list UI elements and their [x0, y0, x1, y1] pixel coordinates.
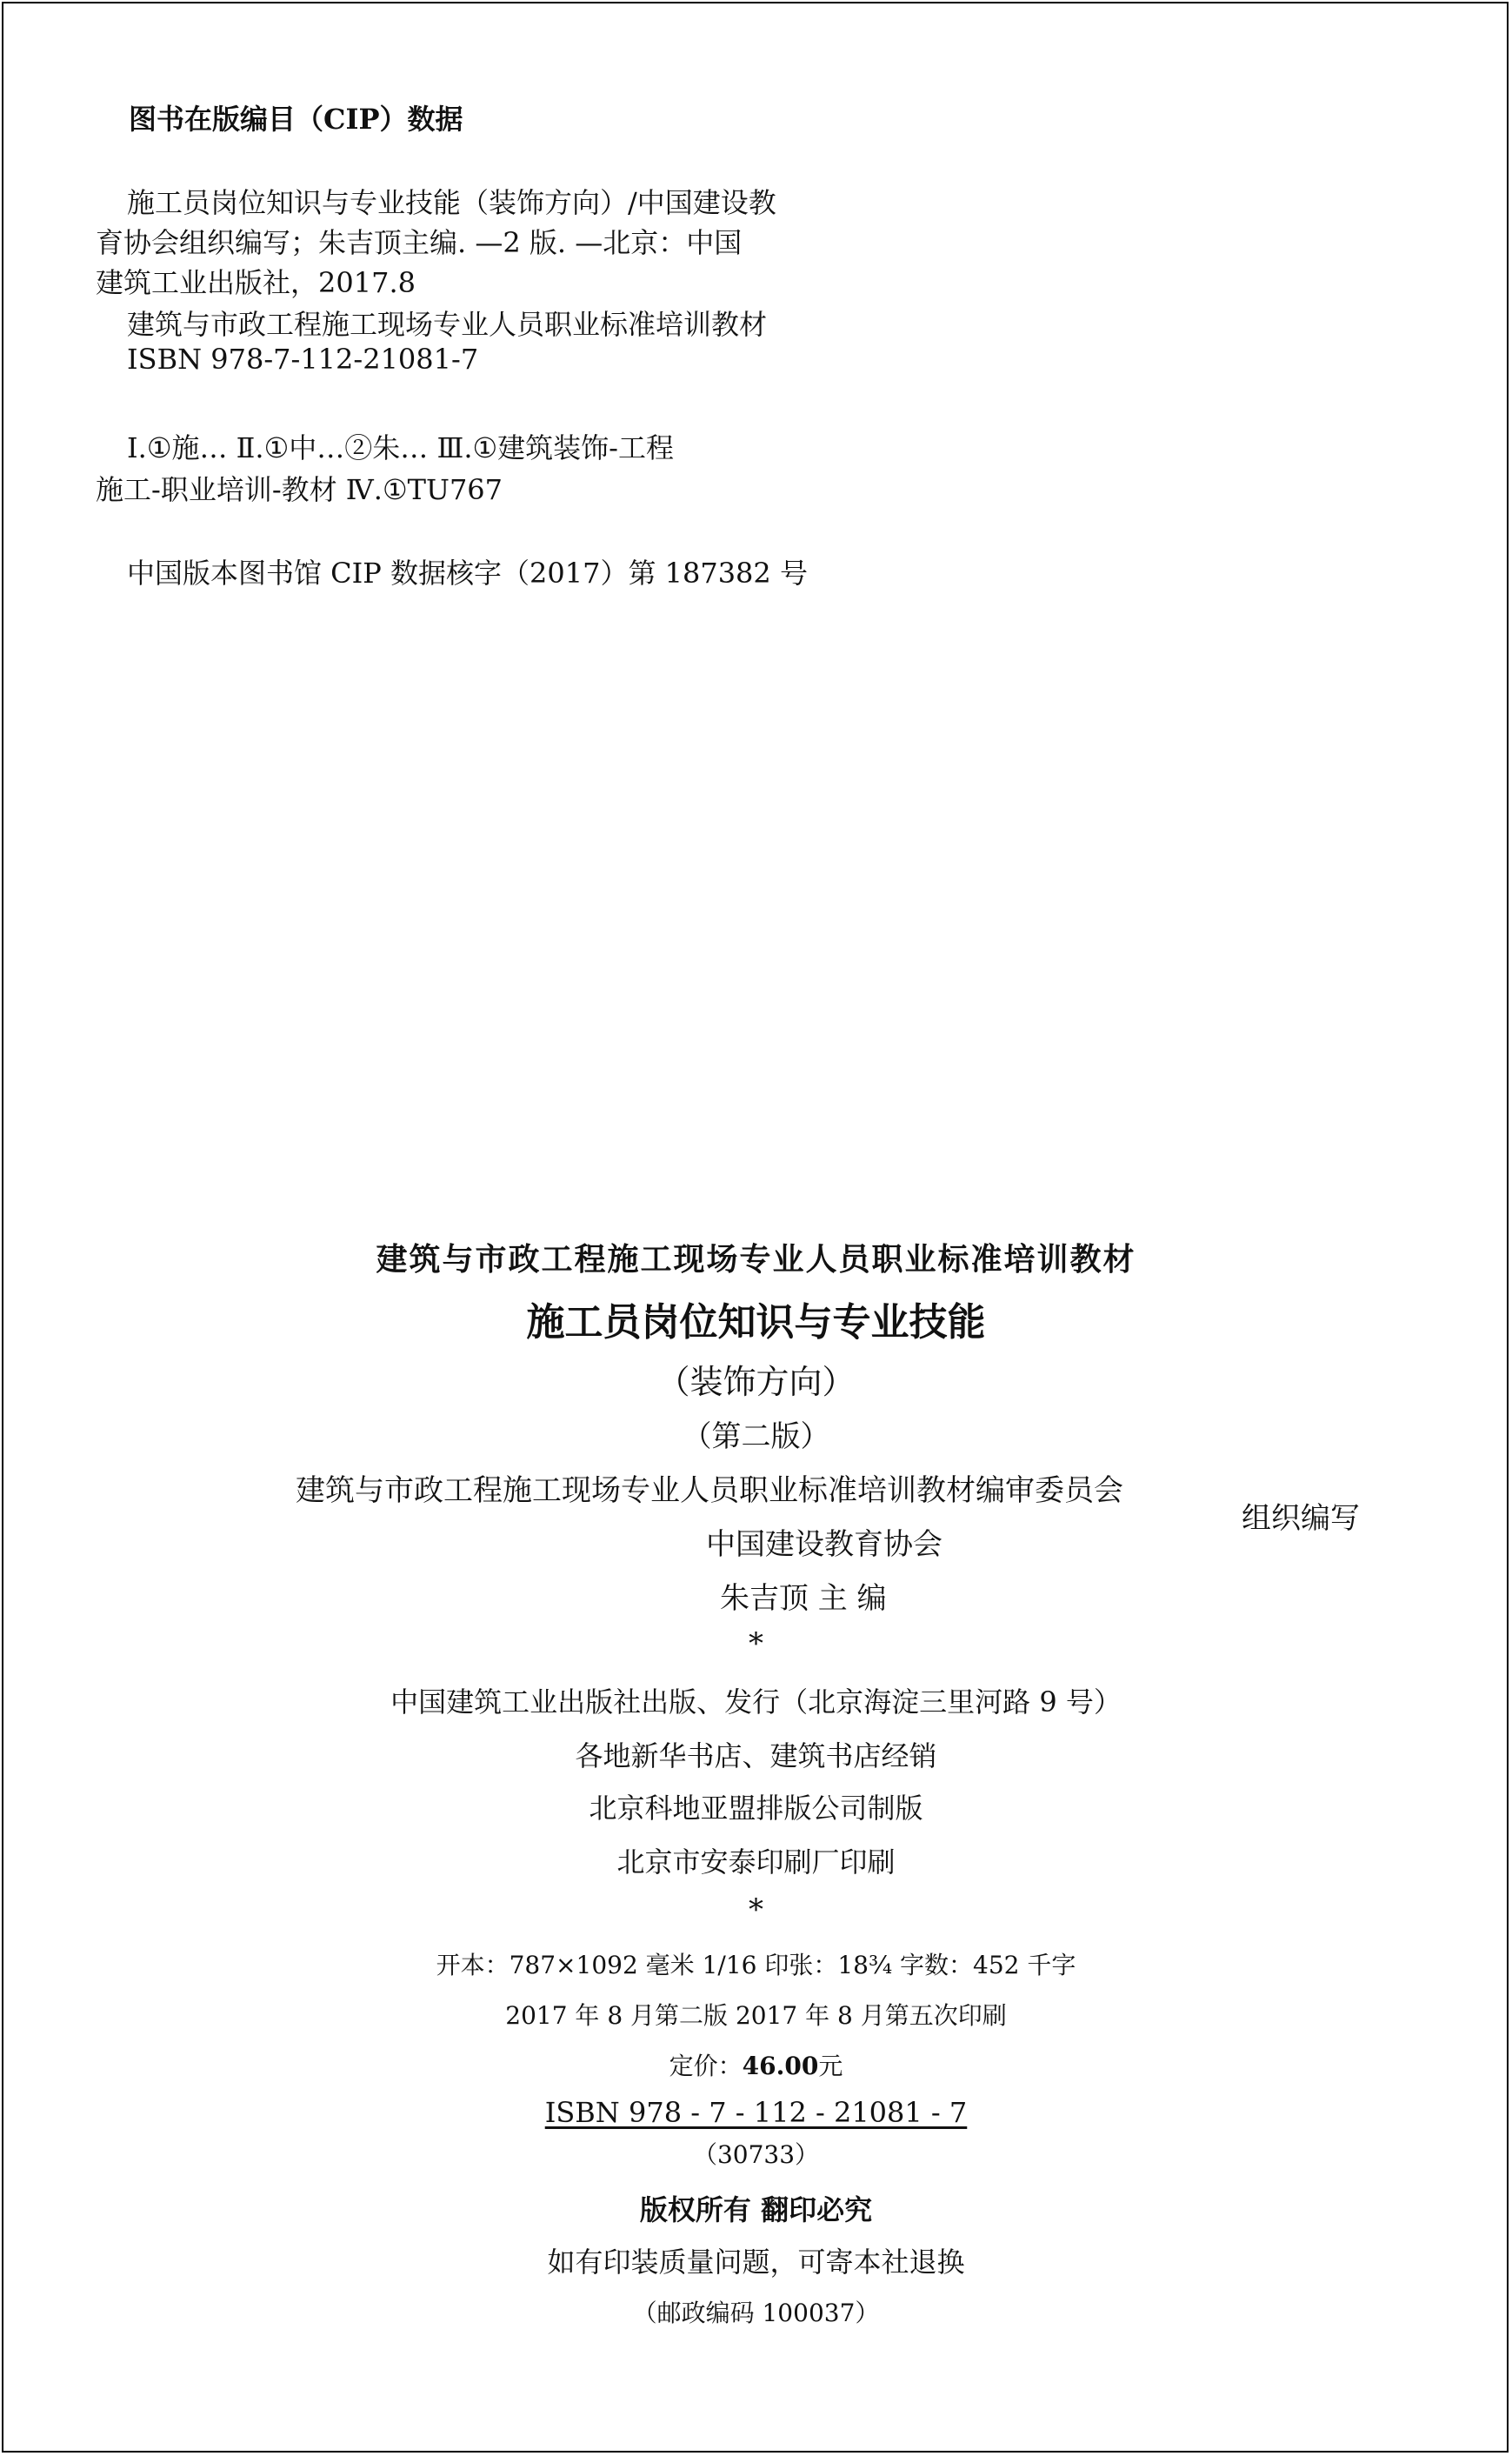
typesetter-line: 北京科地亚盟排版公司制版 [589, 1792, 923, 1825]
compiling-committee: 建筑与市政工程施工现场专业人员职业标准培训教材编审委员会 [296, 1473, 1123, 1508]
copyright-notice: 版权所有 翻印必究 [639, 2193, 873, 2226]
cip-record-line-4: 建筑与市政工程施工现场专业人员职业标准培训教材 [127, 308, 768, 341]
book-title: 施工员岗位知识与专业技能 [526, 1300, 986, 1345]
cip-record-line-2: 育协会组织编写；朱吉顶主编. —2 版. —北京：中国 [96, 226, 743, 259]
return-notice: 如有印装质量问题，可寄本社退换 [547, 2246, 965, 2279]
chief-editor: 朱吉顶 主 编 [720, 1581, 887, 1616]
cip-record-line-1: 施工员岗位知识与专业技能（装饰方向）/中国建设教 [127, 186, 776, 219]
series-name: 建筑与市政工程施工现场专业人员职业标准培训教材 [376, 1241, 1136, 1278]
cip-isbn: ISBN 978-7-112-21081-7 [127, 343, 479, 376]
cip-heading: 图书在版编目（CIP）数据 [129, 103, 463, 136]
printer-line: 北京市安泰印刷厂印刷 [616, 1845, 896, 1879]
separator-star: * [749, 1892, 763, 1927]
dates-line: 2017 年 8 月第二版 2017 年 8 月第五次印刷 [505, 2001, 1007, 2030]
cip-subject-line-2: 施工-职业培训-教材 Ⅳ.①TU767 [96, 473, 503, 506]
cip-subject-line-1: Ⅰ.①施… Ⅱ.①中…②朱… Ⅲ.①建筑装饰-工程 [127, 431, 674, 464]
book-subtitle: （装饰方向） [656, 1363, 856, 1401]
separator-star: * [749, 1626, 763, 1661]
distributor-line: 各地新华书店、建筑书店经销 [575, 1739, 937, 1772]
compiling-association: 中国建设教育协会 [706, 1527, 943, 1562]
postal-code: （邮政编码 100037） [632, 2299, 880, 2327]
edition: （第二版） [682, 1419, 830, 1454]
cip-number: 中国版本图书馆 CIP 数据核字（2017）第 187382 号 [127, 557, 808, 590]
price-label: 定价： [669, 2052, 743, 2080]
cip-record-line-3: 建筑工业出版社，2017.8 [96, 266, 416, 299]
format-line: 开本：787×1092 毫米 1/16 印张：18¾ 字数：452 千字 [436, 1951, 1076, 1979]
price-unit: 元 [818, 2052, 843, 2080]
book-code: （30733） [692, 2140, 820, 2169]
isbn: ISBN 978 - 7 - 112 - 21081 - 7 [544, 2096, 968, 2129]
price-value: 46.00 [742, 2052, 819, 2080]
price-line [0, 2047, 1512, 2082]
compiling-role: 组织编写 [1242, 1501, 1360, 1536]
publisher-line: 中国建筑工业出版社出版、发行（北京海淀三里河路 9 号） [390, 1685, 1122, 1719]
